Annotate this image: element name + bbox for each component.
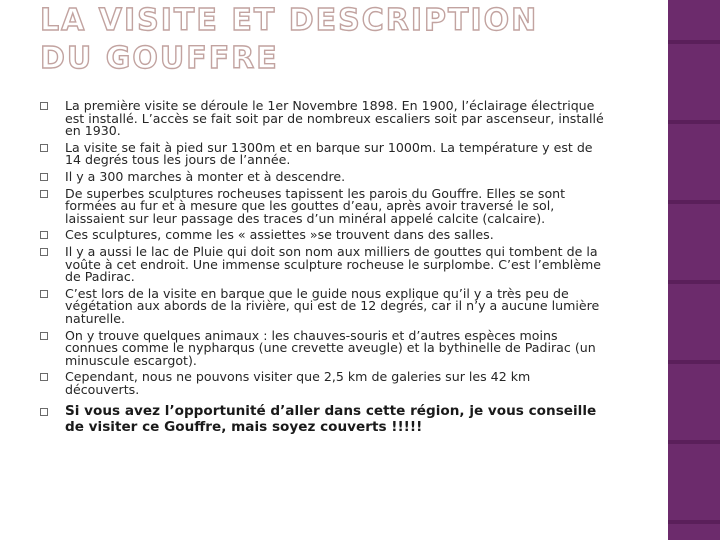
list-item: Cependant, nous ne pouvons visiter que 2,5 km de galeries sur les 42 km découverts. [40,371,605,396]
bullet-list [40,100,605,439]
band-stripe [668,40,720,44]
list-item: Il y a 300 marches à monter et à descendre. [40,171,605,184]
square-bullet-icon [40,290,48,298]
slide-title: LA VISITE ET DESCRIPTION DU GOUFFRE [40,3,539,76]
square-bullet-icon [40,408,48,416]
list-item: Ces sculptures, comme les « assiettes »se trouvent dans des salles. [40,229,605,242]
list-item: La première visite se déroule le 1er Novembre 1898. En 1900, l’éclairage électrique est installé. L’accès se fait soit par de nombreux escaliers soit par ascenseur, installé en 1930. [40,100,605,138]
square-bullet-icon [40,248,48,256]
list-item: On y trouve quelques animaux : les chauves-souris et d’autres espèces moins connues comme le nypharqus (une crevette aveugle) et la bythinelle de Padirac (un minuscule escargot). [40,330,605,368]
list-item: De superbes sculptures rocheuses tapissent les parois du Gouffre. Elles se sont formées au fur et à mesure que les gouttes d’eau, après avoir traversé le sol, laissaient sur leur passage des traces d’un minéral appelé calcite (calcaire). [40,188,605,226]
list-item: Il y a aussi le lac de Pluie qui doit son nom aux milliers de gouttes qui tombent de la voûte à cet endroit. Une immense sculpture rocheuse le surplombe. C’est l’emblème de Padirac. [40,246,605,284]
list-item: La visite se fait à pied sur 1300m et en barque sur 1000m. La température y est de 14 degrés tous les jours de l’année. [40,142,605,167]
band-stripe [668,360,720,364]
square-bullet-icon [40,102,48,110]
band-stripe [668,520,720,524]
decorative-side-band [668,0,720,540]
square-bullet-icon [40,190,48,198]
list-item-conclusion: Si vous avez l’opportunité d’aller dans cette région, je vous conseille de visiter ce Gouffre, mais soyez couverts !!!!! [40,404,605,435]
list-item: C’est lors de la visite en barque que le guide nous explique qu’il y a très peu de végétation aux abords de la rivière, qui est de 12 degrés, car il n’y a aucune lumière naturelle. [40,288,605,326]
band-stripe [668,280,720,284]
square-bullet-icon [40,231,48,239]
square-bullet-icon [40,373,48,381]
band-stripe [668,200,720,204]
square-bullet-icon [40,332,48,340]
square-bullet-icon [40,144,48,152]
square-bullet-icon [40,173,48,181]
band-stripe [668,440,720,444]
band-stripe [668,120,720,124]
